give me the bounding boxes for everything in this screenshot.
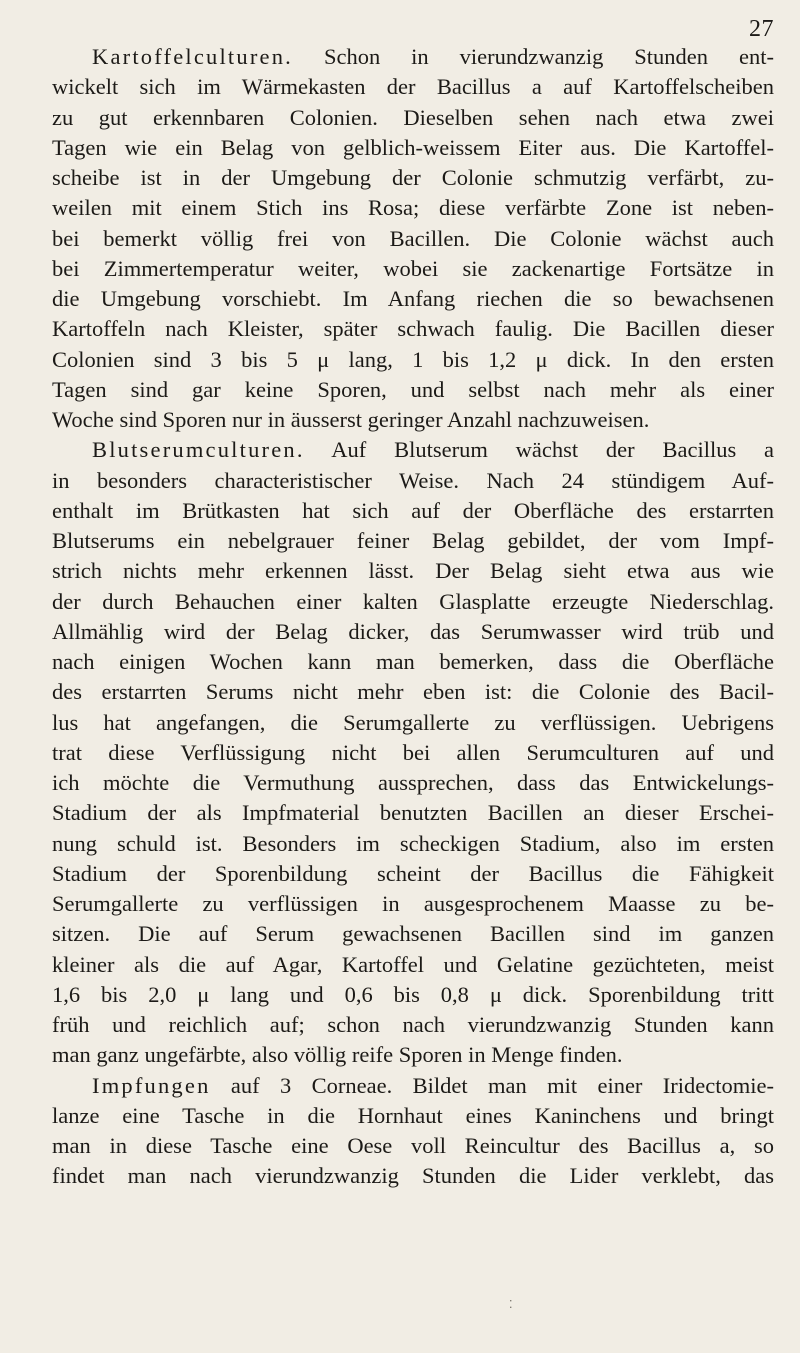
text-line: Woche sind Sporen nur in äusserst geringer Anzahl nachzuweisen. [52,407,650,432]
text-line: Stadium der Sporenbildung scheint der Bacillus die Fähigkeit [52,860,774,886]
body-text [52,42,774,1192]
text-line: die Umgebung vorschiebt. Im Anfang riechen die so bewachsenen [52,286,774,311]
text-line: man in diese Tasche eine Oese voll Reincultur des Bacillus a, so [52,1133,774,1158]
paragraph-potato-cultures [52,42,774,435]
text-line: weilen mit einem Stich ins Rosa; diese verfärbte Zone ist neben- [52,195,774,221]
text-line: Stadium der als Impfmaterial benutzten Bacillen an dieser Erschei- [52,800,774,826]
section-heading-blood-serum-cultures: Blutserumculturen. [92,437,305,463]
text-line: früh und reichlich auf; schon nach vierundzwanzig Stunden kann [52,1012,774,1037]
text-line: lanze eine Tasche in die Hornhaut eines Kaninchens und bringt [52,1102,774,1128]
text-line: bei bemerkt völlig frei von Bacillen. Die Colonie wächst auch [52,225,774,251]
text-line: Colonien sind 3 bis 5 μ lang, 1 bis 1,2 μ dick. In den ersten [52,346,774,372]
text-line: des erstarrten Serums nicht mehr eben ist: die Colonie des Bacil- [52,679,774,705]
text-line [52,435,774,465]
print-speck: ⁚ [509,1299,513,1311]
paragraph-blood-serum-cultures [52,435,774,1070]
text-line: in besonders characteristischer Weise. Nach 24 stündigem Auf- [52,467,774,493]
text-line-content: auf 3 Corneae. Bildet man mit einer Iridectomie- [210,1072,774,1098]
text-line-content: Schon in vierundzwanzig Stunden ent- [293,44,774,69]
section-heading-inoculations: Impfungen [92,1072,211,1098]
text-line: der durch Behauchen einer kalten Glasplatte erzeugte Niederschlag. [52,588,774,614]
text-line: sitzen. Die auf Serum gewachsenen Bacillen sind im ganzen [52,921,774,947]
text-line: scheibe ist in der Umgebung der Colonie schmutzig verfärbt, zu- [52,165,774,190]
paragraph-inoculations [52,1071,774,1192]
text-line: Serumgallerte zu verflüssigen in ausgesprochenem Maasse zu be- [52,891,774,916]
text-line-content: Auf Blutserum wächst der Bacillus a [304,437,774,463]
text-line: strich nichts mehr erkennen lässt. Der Belag sieht etwa aus wie [52,558,774,584]
text-line: lus hat angefangen, die Serumgallerte zu verflüssigen. Uebrigens [52,709,774,735]
text-line: enthalt im Brütkasten hat sich auf der Oberfläche des erstarrten [52,497,774,523]
text-line: nach einigen Wochen kann man bemerken, dass die Oberfläche [52,649,774,674]
text-line: zu gut erkennbaren Colonien. Dieselben sehen nach etwa zwei [52,104,774,130]
text-line: wickelt sich im Wärmekasten der Bacillus a auf Kartoffelscheiben [52,74,774,100]
text-line: nung schuld ist. Besonders im scheckigen Stadium, also im ersten [52,830,774,856]
text-line: Kartoffeln nach Kleister, später schwach faulig. Die Bacillen dieser [52,316,774,342]
text-line: man ganz ungefärbte, also völlig reife Sporen in Menge finden. [52,1042,623,1068]
text-line: Blutserums ein nebelgrauer feiner Belag gebildet, der vom Impf- [52,528,774,553]
section-heading-potato-cultures: Kartoffelculturen. [92,44,293,69]
page-number: 27 [749,16,774,42]
text-line: Tagen sind gar keine Sporen, und selbst nach mehr als einer [52,376,774,402]
text-line: kleiner als die auf Agar, Kartoffel und Gelatine gezüchteten, meist [52,951,774,977]
text-line: ich möchte die Vermuthung aussprechen, dass das Entwickelungs- [52,770,774,795]
text-line: trat diese Verflüssigung nicht bei allen Serumculturen auf und [52,739,774,765]
text-line: findet man nach vierundzwanzig Stunden die Lider verklebt, das [52,1163,774,1189]
text-line [52,42,774,72]
text-line: bei Zimmertemperatur weiter, wobei sie zackenartige Fortsätze in [52,255,774,281]
text-line: Allmählig wird der Belag dicker, das Serumwasser wird trüb und [52,618,774,644]
text-line [52,1071,774,1101]
text-line: Tagen wie ein Belag von gelblich-weissem Eiter aus. Die Kartoffel- [52,134,774,160]
text-line: 1,6 bis 2,0 μ lang und 0,6 bis 0,8 μ dick. Sporenbildung tritt [52,981,774,1007]
